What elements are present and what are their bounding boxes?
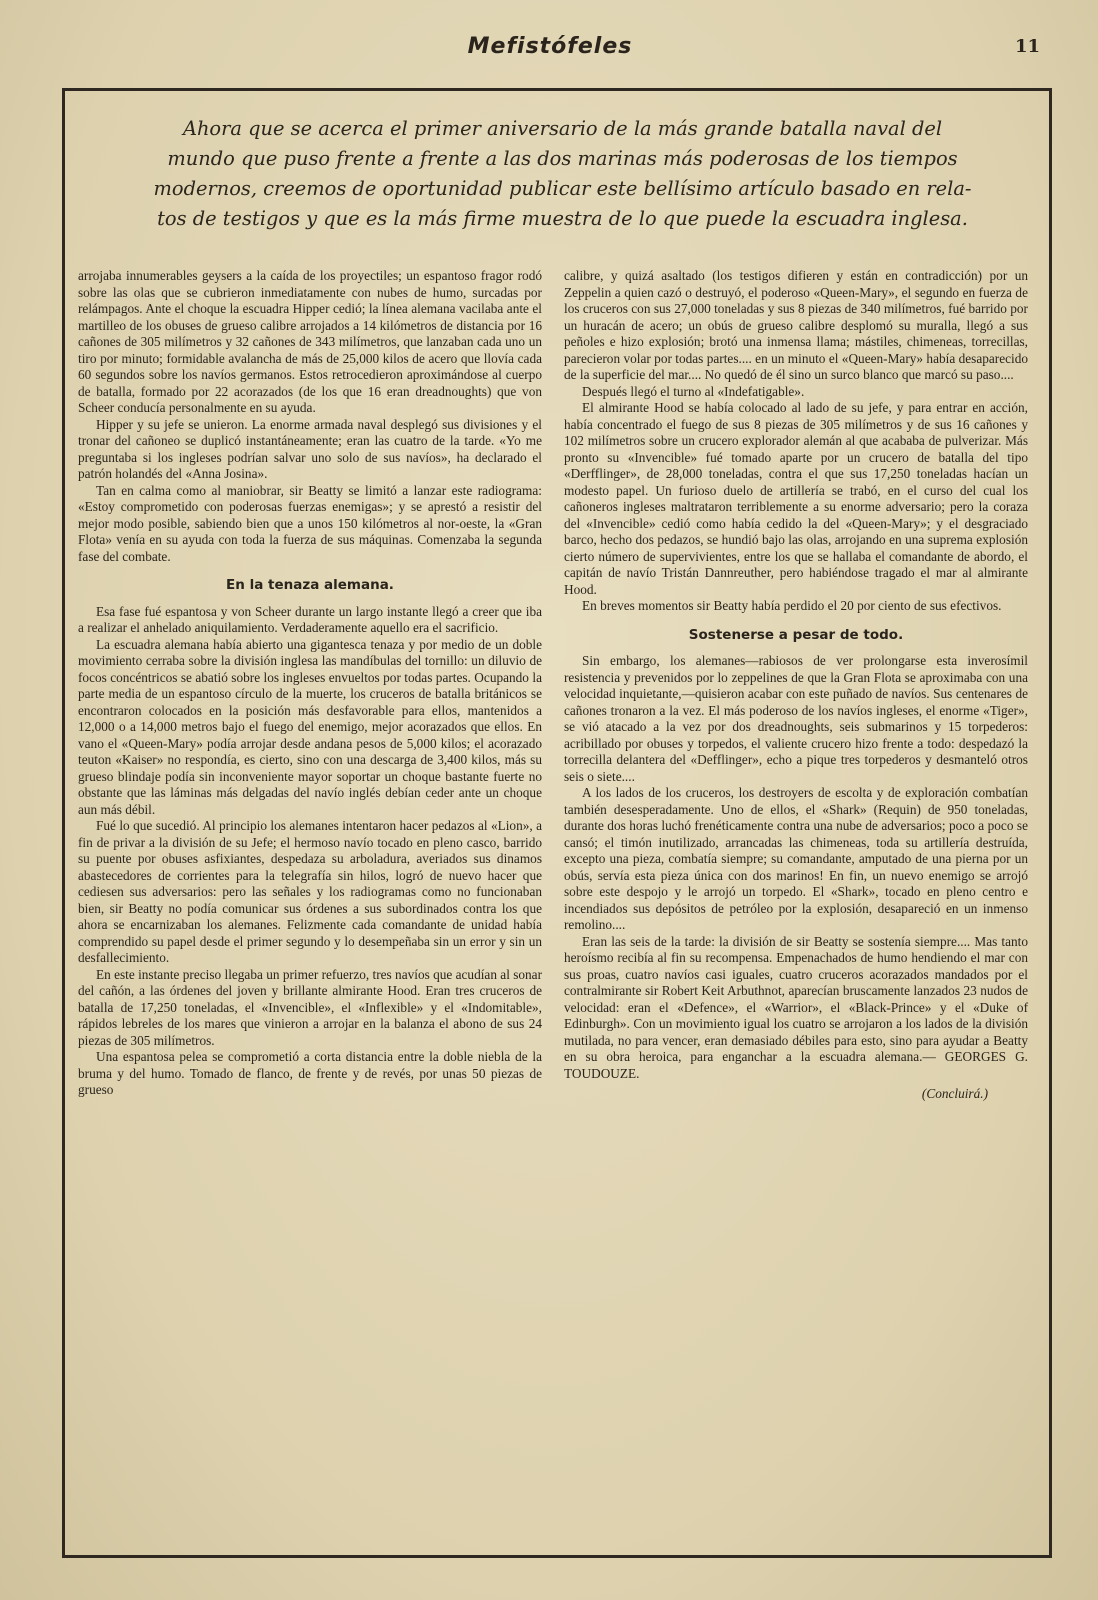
closing-note: (Concluirá.) xyxy=(921,1086,988,1101)
intro-line: modernos, creemos de oportunidad publicar este bellísimo artículo basado en rela- xyxy=(153,177,972,200)
left-column xyxy=(78,268,542,1099)
right-column xyxy=(564,268,1028,1103)
section-heading: En la tenaza alemana. xyxy=(226,577,394,593)
body-paragraph: En este instante preciso llegaba un primer refuerzo, tres navíos que acudían al sonar del cañón, a las órdenes del joven y brillante almirante Hood. Eran tres cruceros de batalla de 17,250 toneladas, el «Invencible», el «Inflexible» y el «Indomitable», rápidos lebreles de los mares que vinieron a arrojar en la balanza el abono de sus 24 piezas de 305 milímetros. xyxy=(78,966,543,1048)
body-paragraph: Esa fase fué espantosa y von Scheer durante un largo instante llegó a creer que iba a realizar el anhelado aniquilamiento. Verdaderamente aquello era el sacrificio. xyxy=(78,603,542,635)
body-paragraph: El almirante Hood se había colocado al lado de su jefe, y para entrar en acción, había concentrado el fuego de sus 8 piezas de 305 milímetros y de sus 16 cañones y 102 milímetros sobre un crucero explorador alemán al que acababa de pulverizar. Más pronto su «Invencible» fué tomado aparte por un crucero de batalla del tipo «Derfflinger», de 28,000 toneladas, contra el que sus 17,250 toneladas hacían un modesto papel. Un furioso duelo de artillería se trabó, en el curso del cual los cañoneros ingleses maltrataron terriblemente a su enorme adversario; pero la coraza del «Invencible» cedió como había cedido la del «Queen-Mary»; y el desgraciado barco, hecho dos pedazos, se hundió bajo las olas, arrojando en una suprema explosión cierto número de supervivientes, entre los que se hallaba el comandante de abordo, el capitán de navío Tristán Dannreuther, pero habiéndose tragado el mar al almirante Hood. xyxy=(564,400,1028,597)
intro-line: Ahora que se acerca el primer aniversario de la más grande batalla naval del xyxy=(182,117,943,140)
section-heading: Sostenerse a pesar de todo. xyxy=(688,626,904,643)
body-paragraph: Hipper y su jefe se unieron. La enorme armada naval desplegó sus divisiones y el tronar del cañoneo se duplicó instantáneamente; eran las cuatro de la tarde. «Yo me preguntaba si los ingleses podrían salvar uno solo de sus navíos», ha declarado el patrón holandés del «Anna Josina». xyxy=(78,416,542,481)
body-paragraph: Una espantosa pelea se comprometió a corta distancia entre la doble niebla de la bruma y del humo. Tomado de flanco, de frente y de revés, por unas 50 piezas de grueso xyxy=(78,1049,542,1097)
body-paragraph: Después llegó el turno al «Indefatigable». xyxy=(582,383,805,399)
body-paragraph: Eran las seis de la tarde: la división de sir Beatty se sostenía siempre.... Mas tanto heroísmo recibía al fin su recompensa. Empenachados de humo hendiendo el mar con sus proas, cuatro navíos casi iguales, cuatro cruceros acorazados mandados por el contralmirante sir Robert Keit Arbuthnot, aparecían bruscamente lanzados 23 nudos de velocidad: eran el «Defence», el «Warrior», el «Black-Prince» y el «Duke of Edinburgh». Con un movimiento igual los cuatro se arrojaron a los lados de la división mutilada, no para vencer, eran demasiado débiles para esto, sino para ayudar a Beatty en su obra heroica, para enganchar a la escuadra alemana.— GEORGES G. TOUDOUZE. xyxy=(564,933,1028,1081)
masthead-title: Mefistófeles xyxy=(467,34,633,59)
body-paragraph: Fué lo que sucedió. Al principio los alemanes intentaron hacer pedazos al «Lion», a fin de privar a la división de su Jefe; el hermoso navío tocado en pleno casco, barrido su puente por obuses asfixiantes, despedaza su arboladura, averiados sus dinamos abastecedores de corrientes para la telegrafía sin hilos, logró de nuevo hacer que cediesen sus adversarios: pero las señales y los radiogramas como no funcionaban bien, sir Beatty no podía comunicar sus órdenes a sus subordinados contra los que ahora se encarnizaban los alemanes. Felizmente cada comandante de unidad había comprendido su papel desde el primer segundo y lo desempeñaba sin un error y sin un desfallecimiento. xyxy=(78,818,542,965)
body-paragraph: Sin embargo, los alemanes—rabiosos de ver prolongarse esta inverosímil resistencia y prevenidos por lo zeppelines de que la Gran Flota se aproximaba con una velocidad inquietante,—quisieron acabar con este puñado de navíos. Sus centenares de cañones tronaron a la vez. El más poderoso de los navíos ingleses, el enorme «Tiger», se vió atacado a la vez por dos dreadnoughts, seis submarinos y 15 torpederos: acribillado por obuses y torpedos, el valiente crucero hizo frente a todo: despedazó la torrecilla delantera del «Defflinger», echo a pique tres torpederos y desmanteló otros seis o siete.... xyxy=(564,653,1028,784)
intro-line: mundo que puso frente a frente a las dos marinas más poderosas de los tiempos xyxy=(167,147,958,170)
intro-paragraph xyxy=(95,114,1030,234)
body-paragraph: arrojaba innumerables geysers a la caída de los proyectiles; un espantoso fragor rodó sobre las olas que se cubrieron inmediatamente con nubes de humo, surcadas por relámpagos. Ante el choque la escuadra Hipper cedió; la línea alemana vacilaba ante el martilleo de los obuses de grueso calibre arrojados a 14 kilómetros de distancia por 16 cañones de 305 milímetros y 32 cañones de 343 milímetros, que lanzaban cada uno un tiro por minuto; formidable avalancha de más de 25,000 kilos de acero que llovía cada 60 segundos sobre los navíos germanos. Estos retrocedieron aproximándose al cuerpo de batalla, formado por 22 acorazados (de los que 16 eran dreadnoughts) que von Scheer conducía personalmente en su ayuda. xyxy=(78,268,542,415)
page-number: 11 xyxy=(1014,36,1040,57)
body-paragraph: calibre, y quizá asaltado (los testigos difieren y están en contradicción) por un Zeppelin a quien cazó o destruyó, el poderoso «Queen-Mary», el segundo en fuerza de los cruceros con sus 27,000 toneladas y sus 8 piezas de 340 milímetros, fué barrido por un huracán de acero; un obús de grueso calibre desplomó su muralla, llegó a sus peñoles e hizo explosión; brotó una inmensa llama; mástiles, chimeneas, torrecillas, parecieron volar por todas partes.... en un minuto el «Queen-Mary» había desaparecido de la superficie del mar.... No quedó de él sino un surco blanco que marcó su paso.... xyxy=(564,268,1028,382)
body-paragraph: Tan en calma como al maniobrar, sir Beatty se limitó a lanzar este radiograma: «Estoy comprometido con poderosas fuerzas enemigas»; y se aprestó a resistir del mejor modo posible, sabiendo bien que a unos 150 kilómetros al nor-oeste, la «Gran Flota» venía en su ayuda con toda la fuerza de sus máquinas. Comenzaba la segunda fase del combate. xyxy=(78,482,542,564)
body-paragraph: En breves momentos sir Beatty había perdido el 20 por ciento de sus efectivos. xyxy=(582,598,1002,613)
body-paragraph: A los lados de los cruceros, los destroyers de escolta y de exploración combatían también desesperadamente. Uno de ellos, el «Shark» (Requin) de 950 toneladas, durante dos horas luchó frenéticamente contra una nube de adversarios; poco a poco se cansó; el timón inutilizado, arrancadas las chimeneas, toda su artillería destruída, excepto una pieza, combatía siempre; su comandante, amputado de una pierna por un obús, servía esta pieza única con dos marinos! En fin, un nuevo enemigo se arrojó sobre este despojo y le arrojó un torpedo. El «Shark», tocado en pleno centro e incendiados sus depósitos de petróleo por la explosión, desapareció en un inmenso remolino.... xyxy=(564,785,1028,932)
page-header xyxy=(60,30,1040,70)
intro-line: tos de testigos y que es la más firme muestra de lo que puede la escuadra inglesa. xyxy=(157,207,968,230)
body-paragraph: La escuadra alemana había abierto una gigantesca tenaza y por medio de un doble movimiento cerraba sobre la división inglesa las mandíbulas del tornillo: un diluvio de focos concéntricos se abatió sobre los ingleses envueltos por todas partes. Ocupando la parte media de un espantoso círculo de la muerte, los cruceros de batalla británicos se encontraron colocados en la posición más desfavorable para ellos, mantenidos a 12,000 o a 14,000 metros bajo el fuego del enemigo, mejor acorazados que ellos. En vano el «Queen-Mary» podía arrojar desde andana pesos de 5,000 kilos; el acorazado teuton «Kaiser» no respondía, es cierto, sino con una descarga de 3,400 kilos, más su grueso blindaje podía sin inconveniente mayor soportar un choque bastante fuerte no obstante que las láminas más delgadas del navío inglés debían ceder ante un choque aun más débil. xyxy=(78,636,542,817)
